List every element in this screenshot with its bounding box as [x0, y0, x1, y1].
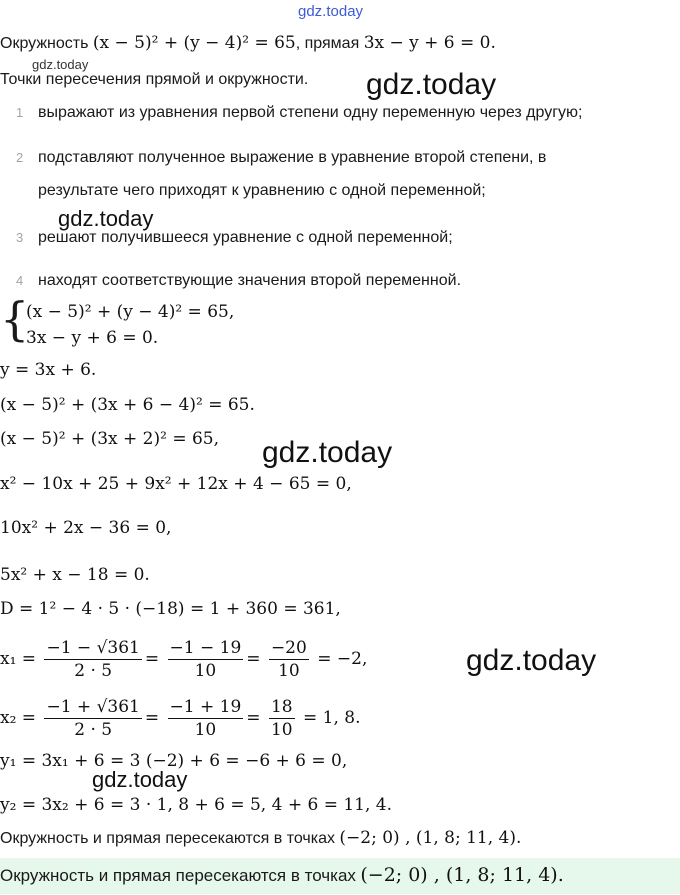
watermark-top: gdz.today [298, 3, 364, 20]
step-text: выражают из уравнения первой степени одну переменную через другую; [38, 104, 583, 121]
fraction [168, 696, 244, 741]
root-label: x₂ = [0, 708, 37, 728]
step-number: 4 [16, 273, 24, 288]
conclusion-points: (−2; 0) , (1, 8; 11, 4). [339, 828, 522, 848]
solution-line: 5x² + x − 18 = 0. [0, 565, 150, 585]
system-line: (x − 5)² + (y − 4)² = 65, [26, 302, 235, 322]
step-text: решают получившееся уравнение с одной переменной; [38, 229, 453, 246]
denominator: 10 [278, 661, 300, 681]
root-x2: x₂ = $\frac{-1 + √361}{2 \cdot 5}$ = $\frac{-1 + 19}{10}$ = $\frac{18}{10}$ = 1, 8. [0, 697, 361, 740]
step-number: 2 [16, 150, 24, 165]
fraction [269, 696, 295, 741]
system-brace: { [0, 292, 30, 346]
statement-prefix: Окружность [0, 35, 89, 52]
system-line: 3x − y + 6 = 0. [26, 328, 159, 348]
fraction [269, 637, 309, 682]
final-answer-points: (−2; 0) , (1, 8; 11, 4). [360, 864, 564, 886]
solution-line: x² − 10x + 25 + 9x² + 12x + 4 − 65 = 0, [0, 474, 352, 494]
solution-line: (x − 5)² + (3x + 2)² = 65, [0, 429, 220, 449]
fraction [44, 637, 141, 682]
denominator: 10 [270, 720, 293, 740]
discriminant-line: D = 1² − 4 · 5 · (−18) = 1 + 360 = 361, [0, 599, 341, 619]
watermark-medium: gdz.today [92, 767, 188, 792]
circle-equation: (x − 5)² + (y − 4)² = 65 [92, 33, 296, 53]
root-x1: x₁ = $\frac{-1 - √361}{2 \cdot 5}$ = $\frac{-1 - 19}{10}$ = $\frac{-20}{10}$ = −2, [0, 638, 368, 681]
root-label: x₁ = [0, 649, 37, 669]
denominator: 10 [194, 720, 217, 740]
y2-line: y₂ = 3x₂ + 6 = 3 · 1, 8 + 6 = 5, 4 + 6 = 11, 4. [0, 795, 393, 815]
step-item [16, 149, 546, 167]
intro-text: Точки пересечения прямой и окружности. [0, 71, 309, 88]
numerator: 18 [270, 697, 293, 717]
statement-line-label: , прямая [295, 35, 360, 52]
denominator: 2 · 5 [74, 661, 113, 681]
final-answer-text: Окружность и прямая пересекаются в точках [0, 866, 356, 885]
step-item [16, 272, 461, 290]
numerator: −1 − 19 [169, 638, 242, 658]
fraction [168, 637, 244, 682]
numerator: −1 + 19 [169, 697, 242, 717]
watermark-small: gdz.today [32, 57, 89, 72]
step-text: находят соответствующие значения второй переменной. [38, 272, 462, 289]
conclusion-text: Окружность и прямая пересекаются в точках [0, 830, 335, 847]
solution-line: 10x² + 2x − 36 = 0, [0, 518, 172, 538]
step-text: подставляют полученное выражение в уравнение второй степени, в [38, 149, 547, 166]
watermark-large: gdz.today [466, 644, 597, 677]
fraction [44, 696, 141, 741]
denominator: 10 [194, 661, 217, 681]
step-number: 3 [16, 230, 24, 245]
problem-statement [0, 33, 496, 53]
conclusion [0, 828, 521, 848]
final-answer [0, 858, 680, 894]
step-item [16, 229, 453, 247]
y1-line: y₁ = 3x₁ + 6 = 3 (−2) + 6 = −6 + 6 = 0, [0, 751, 348, 771]
step-number: 1 [16, 105, 24, 120]
watermark-large: gdz.today [262, 436, 393, 469]
numerator: −1 − √361 [46, 638, 140, 658]
watermark-large: gdz.today [366, 68, 497, 101]
denominator: 2 · 5 [74, 720, 113, 740]
step-item [16, 104, 583, 122]
numerator: −1 + √361 [46, 697, 140, 717]
solution-line: y = 3x + 6. [0, 360, 97, 380]
solution-line: (x − 5)² + (3x + 6 − 4)² = 65. [0, 395, 255, 415]
line-equation: 3x − y + 6 = 0. [363, 33, 496, 53]
step-text: результате чего приходят к уравнению с одной переменной; [38, 182, 486, 199]
root-value: = 1, 8. [302, 708, 361, 728]
step-item-continuation [16, 182, 486, 200]
watermark-medium: gdz.today [58, 206, 154, 231]
numerator: −20 [270, 638, 307, 658]
root-value: = −2, [317, 649, 368, 669]
